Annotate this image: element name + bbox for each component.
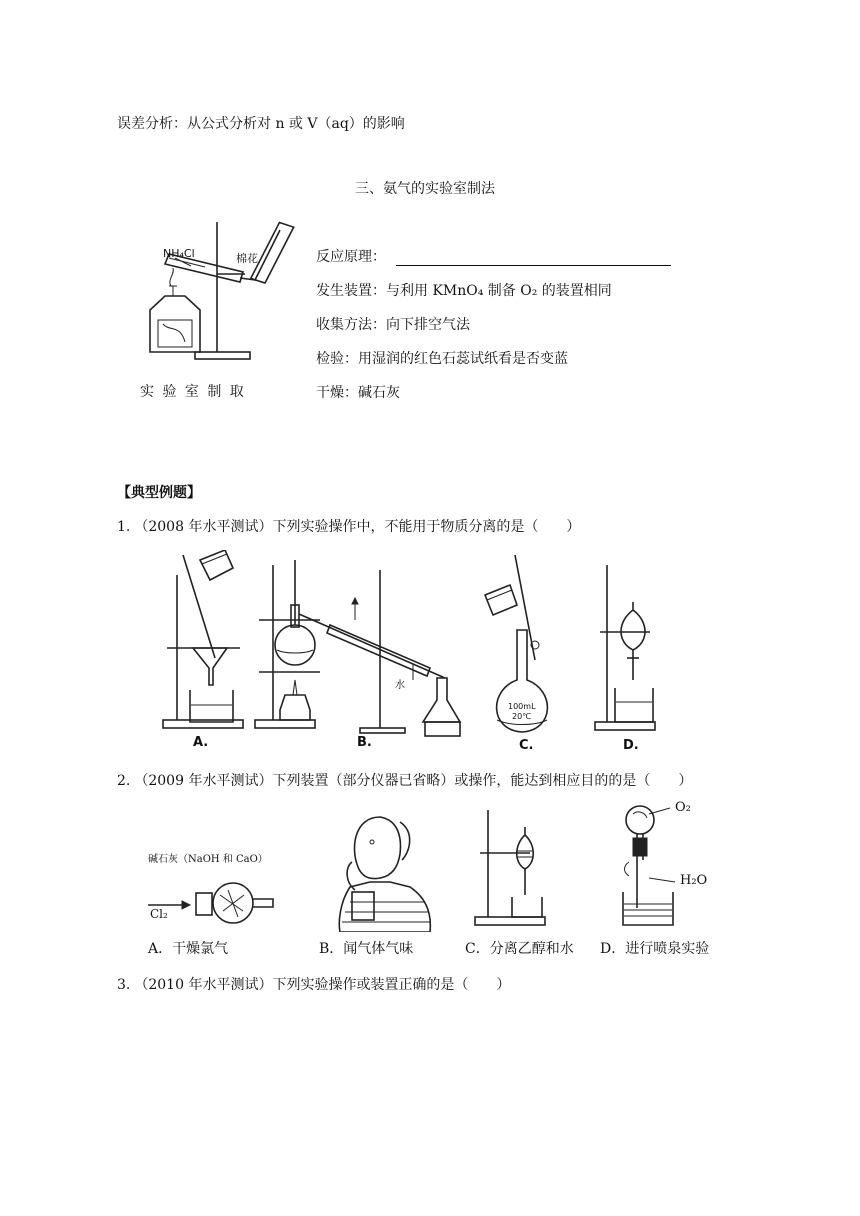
q2-figure-c: [470, 805, 560, 930]
q1-figure: [155, 550, 675, 750]
row-label: 收集方法：: [316, 317, 386, 333]
cl2-label: Cl₂: [150, 907, 168, 921]
q2-option-c: C．分离乙醇和水: [465, 941, 574, 957]
q1-label-b: B.: [357, 735, 372, 750]
row-label: 检验：: [316, 351, 358, 367]
reaction-principle-row: [316, 248, 671, 266]
question-number: 3.: [117, 977, 131, 993]
h2o-label: H₂O: [680, 873, 708, 888]
tube-label: 碱石灰（NaOH 和 CaO）: [148, 854, 268, 865]
row-label: 发生装置：: [316, 283, 386, 299]
row-text: 用湿润的红色石蕊试纸看是否变蓝: [358, 351, 568, 367]
flask-label-volume: 100mL: [508, 702, 536, 711]
ammonia-apparatus-figure: [125, 212, 295, 377]
examples-heading: 【典型例题】: [117, 485, 201, 501]
question-text: （2010 年水平测试）下列实验操作或装置正确的是（ ）: [134, 977, 511, 993]
row-label: 反应原理：: [316, 249, 386, 265]
apparatus-row: [316, 282, 612, 300]
question-number: 1.: [117, 519, 131, 535]
collection-row: [316, 316, 470, 334]
question-3: [117, 976, 510, 994]
row-label: 干燥：: [316, 385, 358, 401]
question-text: （2009 年水平测试）下列装置（部分仪器已省略）或操作，能达到相应目的的是（ ）: [134, 773, 693, 789]
error-analysis-line: 误差分析：从公式分析对 n 或 V（aq）的影响: [117, 116, 405, 132]
q2-figure-b: [330, 812, 440, 932]
question-number: 2.: [117, 773, 131, 789]
row-text: 与利用 KMnO₄ 制备 O₂ 的装置相同: [386, 283, 612, 299]
q1-label-d: D.: [623, 738, 639, 753]
flask-label-temp: 20℃: [512, 712, 532, 721]
q1-label-c: C.: [519, 738, 534, 753]
water-label: 水: [395, 680, 405, 691]
row-text: 碱石灰: [358, 385, 400, 401]
q2-figure-d: [615, 800, 745, 930]
q1-label-a: A.: [193, 735, 209, 750]
o2-label: O₂: [675, 800, 691, 815]
drying-row: [316, 384, 400, 402]
row-text: 向下排空气法: [386, 317, 470, 333]
nh4cl-label: NH₄Cl: [163, 247, 195, 260]
q2-option-a: A．干燥氯气: [148, 941, 229, 957]
question-2: [117, 772, 692, 790]
answer-blank: [396, 251, 671, 266]
q2-option-d: D．进行喷泉实验: [600, 941, 710, 957]
test-row: [316, 350, 568, 368]
q2-option-b: B．闻气体气味: [319, 941, 414, 957]
cotton-label: 棉花: [236, 252, 258, 265]
section-title: 三、氨气的实验室制法: [355, 181, 495, 197]
figure-caption: 实 验 室 制 取: [140, 384, 246, 400]
question-1: [117, 518, 580, 536]
question-text: （2008 年水平测试）下列实验操作中，不能用于物质分离的是（ ）: [134, 519, 581, 535]
